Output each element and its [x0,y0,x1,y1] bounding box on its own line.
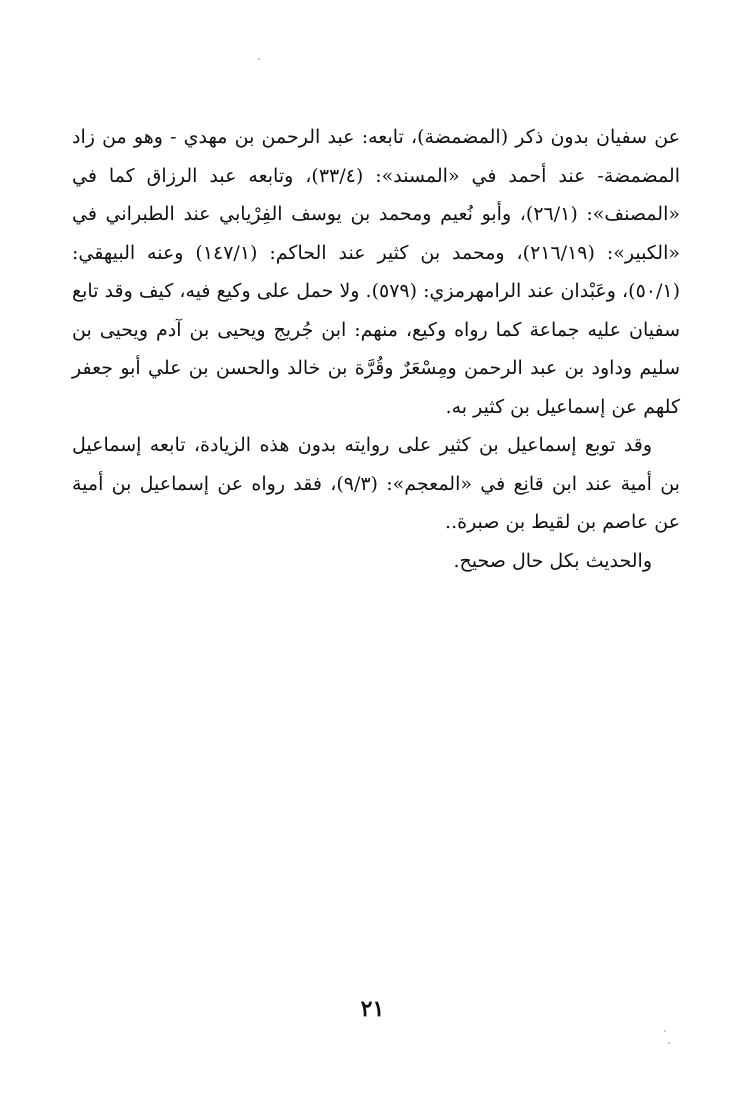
scan-speck-icon [258,58,260,60]
paragraph-conclusion: والحديث بكل حال صحيح. [453,549,652,572]
paragraph-hadith-takhrij: عن سفيان بدون ذكر (المضمضة)، تابعه: عبد الرحمن بن مهدي - وهو من زاد المضمضة- عند أحمد في «المسند»: (٣٣/٤)، وتابعه عبد الرزاق كما في «المصنف»: (٢٦/١)، وأبو نُعيم ومحمد بن يوسف الفِرْيابي عند الطبراني في «الكبير»: (٢١٦/١٩)، ومحمد بن كثير عند الحاكم: (١٤٧/١) وعنه البيهقي: (٥٠/١)، وعَبْدان عند الرامهرمزي: (٥٧٩). ولا حمل على وكيع فيه، كيف وقد تابع سفيان عليه جماعة كما رواه وكيع، منهم: ابن جُريج ويحيى بن آدم ويحيى بن سليم وداود بن عبد الرحمن ومِسْعَرٌ وقُرَّة بن خالد والحسن بن علي أبو جعفر كلهم عن إسماعيل بن كثير به. [72,126,681,418]
scan-speck-icon [664,1030,666,1032]
page-number: ٢١ [360,996,385,1022]
page-body [72,118,680,580]
scan-speck-icon [668,1042,670,1044]
paragraph-mutabaah: وقد توبع إسماعيل بن كثير على روايته بدون هذه الزيادة، تابعه إسماعيل بن أمية عند ابن قانِع في «المعجم»: (٩/٣)، فقد رواه عن إسماعيل بن أمية عن عاصم بن لقيط بن صبرة.. [72,434,680,533]
